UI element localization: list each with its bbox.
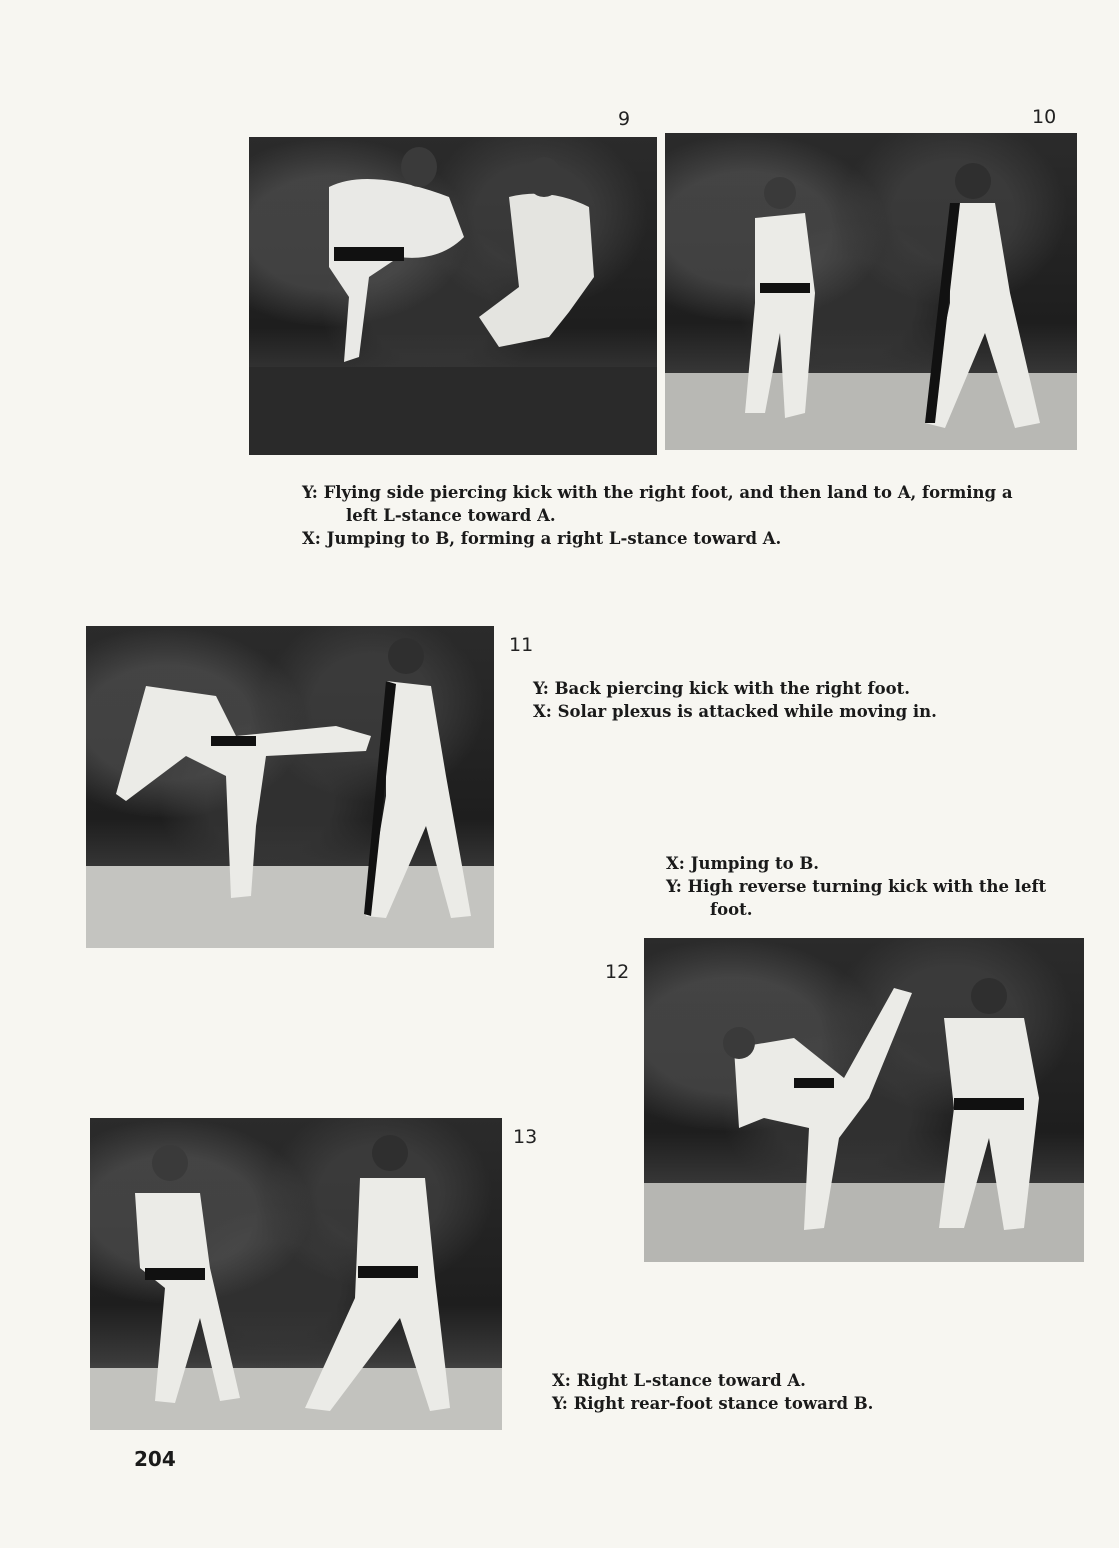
photo-figure-11 [86,626,494,948]
caption-figure-12 [666,852,1066,921]
caption-line: X: Right L-stance toward A. [552,1371,806,1390]
caption-figures-9-10 [302,481,1042,550]
figure-number-9: 9 [618,108,631,130]
photo-figure-13 [90,1118,502,1430]
caption-figure-13 [552,1369,972,1415]
caption-figure-11 [533,677,953,723]
caption-line: Y: High reverse turning kick with the left foot. [666,877,1047,919]
figure-number-10: 10 [1032,106,1057,128]
figure-number-11: 11 [509,634,534,656]
figure-number-13: 13 [513,1126,538,1148]
caption-line: Y: Back piercing kick with the right foot. [533,679,910,698]
caption-line: X: Jumping to B. [666,854,820,873]
page-number: 204 [134,1447,176,1471]
photo-figure-12 [644,938,1084,1262]
photo-figure-9 [249,137,657,455]
caption-line: X: Solar plexus is attacked while moving in. [533,702,937,721]
caption-line: Y: Flying side piercing kick with the right foot, and then land to A, forming a left L-stance toward A. [302,483,1013,525]
figure-number-12: 12 [605,961,630,983]
caption-line: Y: Right rear-foot stance toward B. [552,1394,874,1413]
caption-line: X: Jumping to B, forming a right L-stance toward A. [302,529,782,548]
photo-figure-10 [665,133,1077,450]
